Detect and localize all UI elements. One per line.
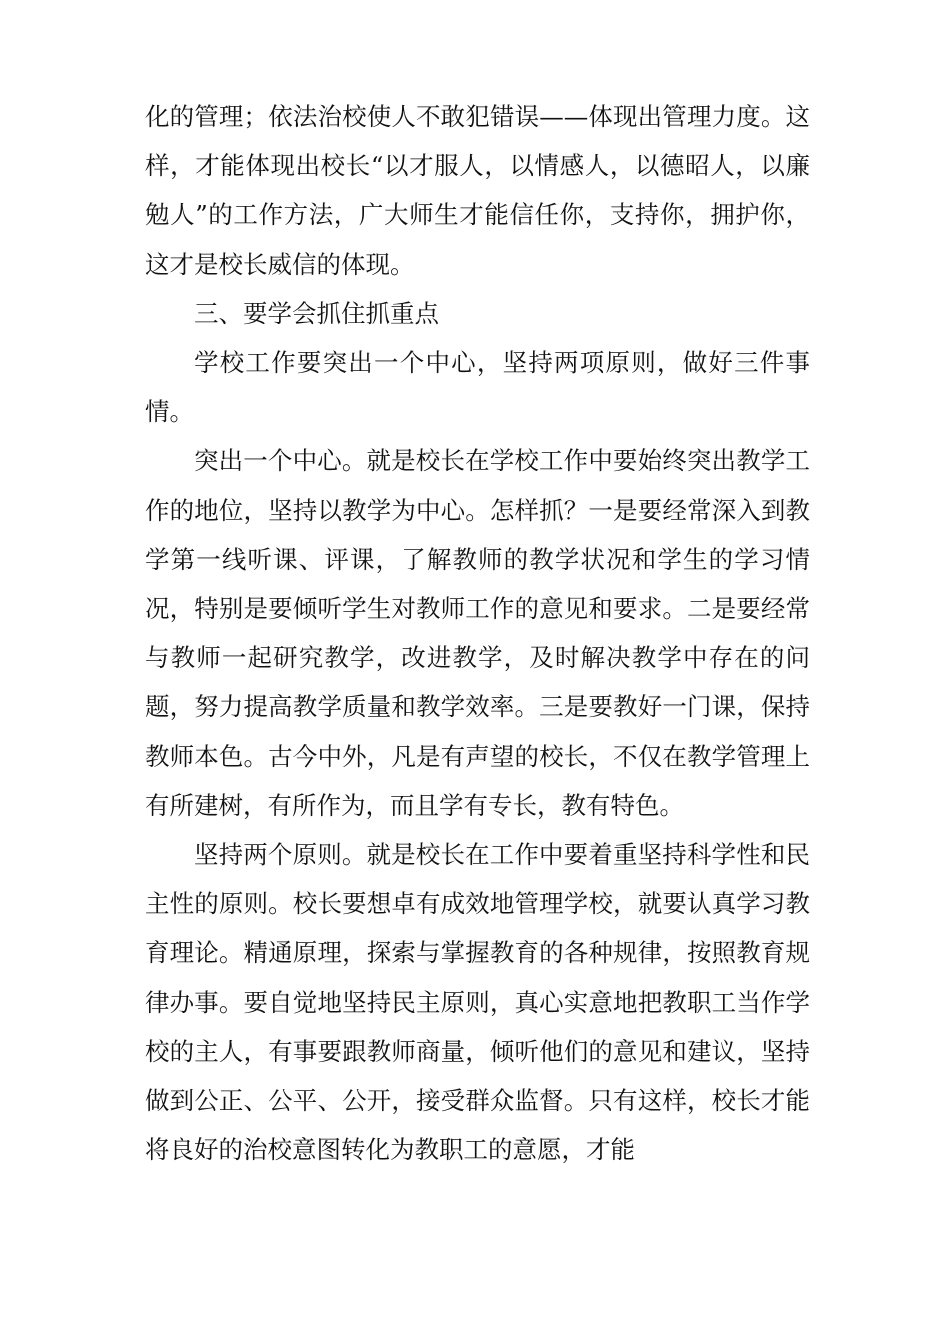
paragraph-1: 化的管理；依法治校使人不敢犯错误——体现出管理力度。这样，才能体现出校长“以才服人，以情感人，以德昭人，以廉勉人”的工作方法，广大师生才能信任你，支持你，拥护你，这才是校长威信的体现。 <box>145 102 810 279</box>
paragraph-4: 突出一个中心。就是校长在学校工作中要始终突出教学工作的地位，坚持以教学为中心。怎样抓？一是要经常深入到教学第一线听课、评课，了解教师的教学状况和学生的学习情况，特别是要倾听学生对教师工作的意见和要求。二是要经常与教师一起研究教学，改进教学，及时解决教学中存在的问题，努力提高教学质量和教学效率。三是要教好一门课，保持教师本色。古今中外，凡是有声望的校长，不仅在教学管理上有所建树，有所作为，而且学有专长，教有特色。 <box>145 446 810 820</box>
paragraph-5: 坚持两个原则。就是校长在工作中要着重坚持科学性和民主性的原则。校长要想卓有成效地管理学校，就要认真学习教育理论。精通原理，探索与掌握教育的各种规律，按照教育规律办事。要自觉地坚持民主原则，真心实意地把教职工当作学校的主人，有事要跟教师商量，倾听他们的意见和建议，坚持做到公正、公平、公开，接受群众监督。只有这样，校长才能将良好的治校意图转化为教职工的意愿，才能 <box>145 840 810 1165</box>
section-heading: 三、要学会抓住抓重点 <box>194 298 439 328</box>
paragraph-3: 学校工作要突出一个中心，坚持两项原则，做好三件事情。 <box>145 348 810 427</box>
document-body <box>145 92 810 1174</box>
